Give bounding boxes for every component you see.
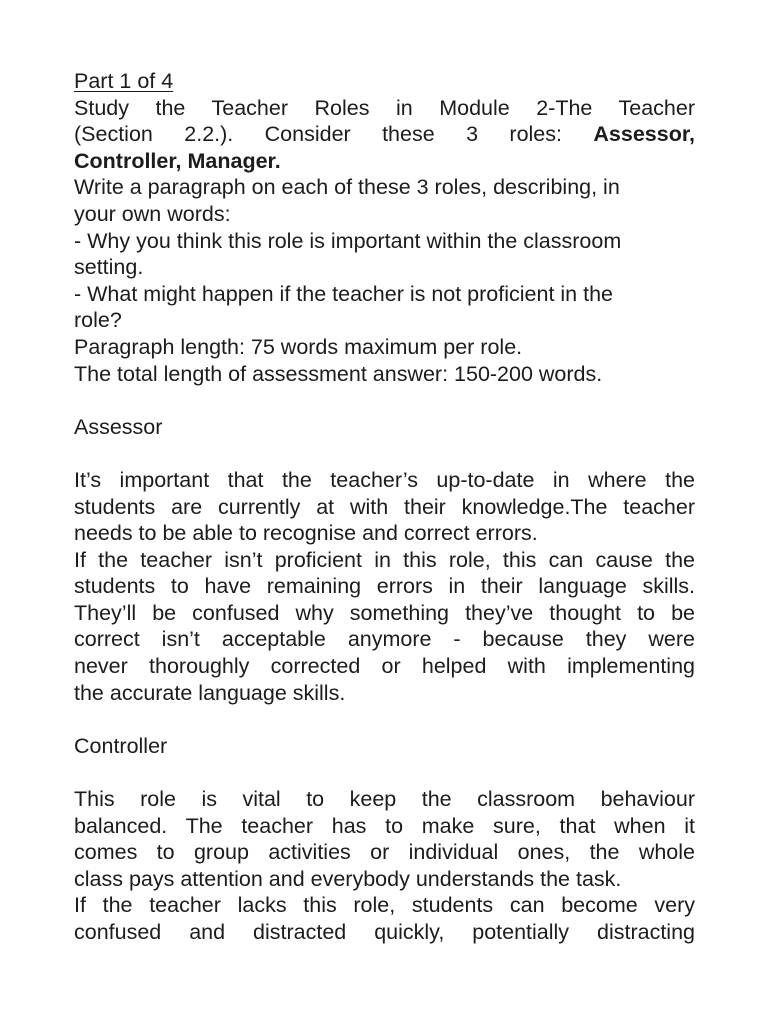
controller-line-6: confused and distracted quickly, potentially distracting <box>74 920 695 944</box>
instruction-line-8: - What might happen if the teacher is not proficient in the <box>74 281 613 306</box>
assessor-line-5: students to have remaining errors in their language skills. <box>74 574 695 599</box>
assessor-line-1: It’s important that the teacher’s up-to-date in where the <box>74 467 695 492</box>
instruction-line-5: your own words: <box>74 201 231 226</box>
paragraph-length-note: Paragraph length: 75 words maximum per role. <box>74 334 523 359</box>
controller-line-5: If the teacher lacks this role, students can become very <box>74 893 695 918</box>
assessor-line-8: never thoroughly corrected or helped with implementing <box>74 654 695 679</box>
part-label-text: Part 1 of 4 <box>74 69 174 93</box>
controller-line-1: This role is vital to keep the classroom behaviour <box>74 787 695 812</box>
assessor-line-9: the accurate language skills. <box>74 680 346 705</box>
spacer <box>74 759 695 786</box>
spacer <box>74 387 695 414</box>
instruction-line-2 <box>74 121 695 148</box>
instruction-line-6: - Why you think this role is important within the classroom <box>74 228 622 253</box>
controller-line-4: class pays attention and everybody understands the task. <box>74 866 622 891</box>
controller-line-2: balanced. The teacher has to make sure, that when it <box>74 813 695 838</box>
instruction-line-7: setting. <box>74 255 144 280</box>
section-heading-assessor: Assessor <box>74 414 163 439</box>
document-page <box>74 68 695 946</box>
instruction-line-1: Study the Teacher Roles in Module 2-The Teacher <box>74 95 695 120</box>
role-assessor-bold: Assessor, <box>593 122 695 147</box>
section-heading-controller: Controller <box>74 733 168 758</box>
instruction-line-2-text: (Section 2.2.). Consider these 3 roles: <box>74 122 594 147</box>
spacer <box>74 706 695 733</box>
total-length-note: The total length of assessment answer: 150-200 words. <box>74 361 603 386</box>
part-label <box>74 68 695 95</box>
instruction-line-4: Write a paragraph on each of these 3 roles, describing, in <box>74 175 620 200</box>
role-list-bold: Controller, Manager. <box>74 148 281 173</box>
instruction-line-9: role? <box>74 308 122 333</box>
assessor-line-3: needs to be able to recognise and correct errors. <box>74 521 538 546</box>
assessor-line-7: correct isn’t acceptable anymore - because they were <box>74 627 695 652</box>
spacer <box>74 440 695 467</box>
assessor-line-6: They’ll be confused why something they’ve thought to be <box>74 600 695 625</box>
assessor-line-2: students are currently at with their knowledge.The teacher <box>74 494 695 519</box>
assessor-line-4: If the teacher isn’t proficient in this role, this can cause the <box>74 547 695 572</box>
controller-line-3: comes to group activities or individual ones, the whole <box>74 840 695 865</box>
